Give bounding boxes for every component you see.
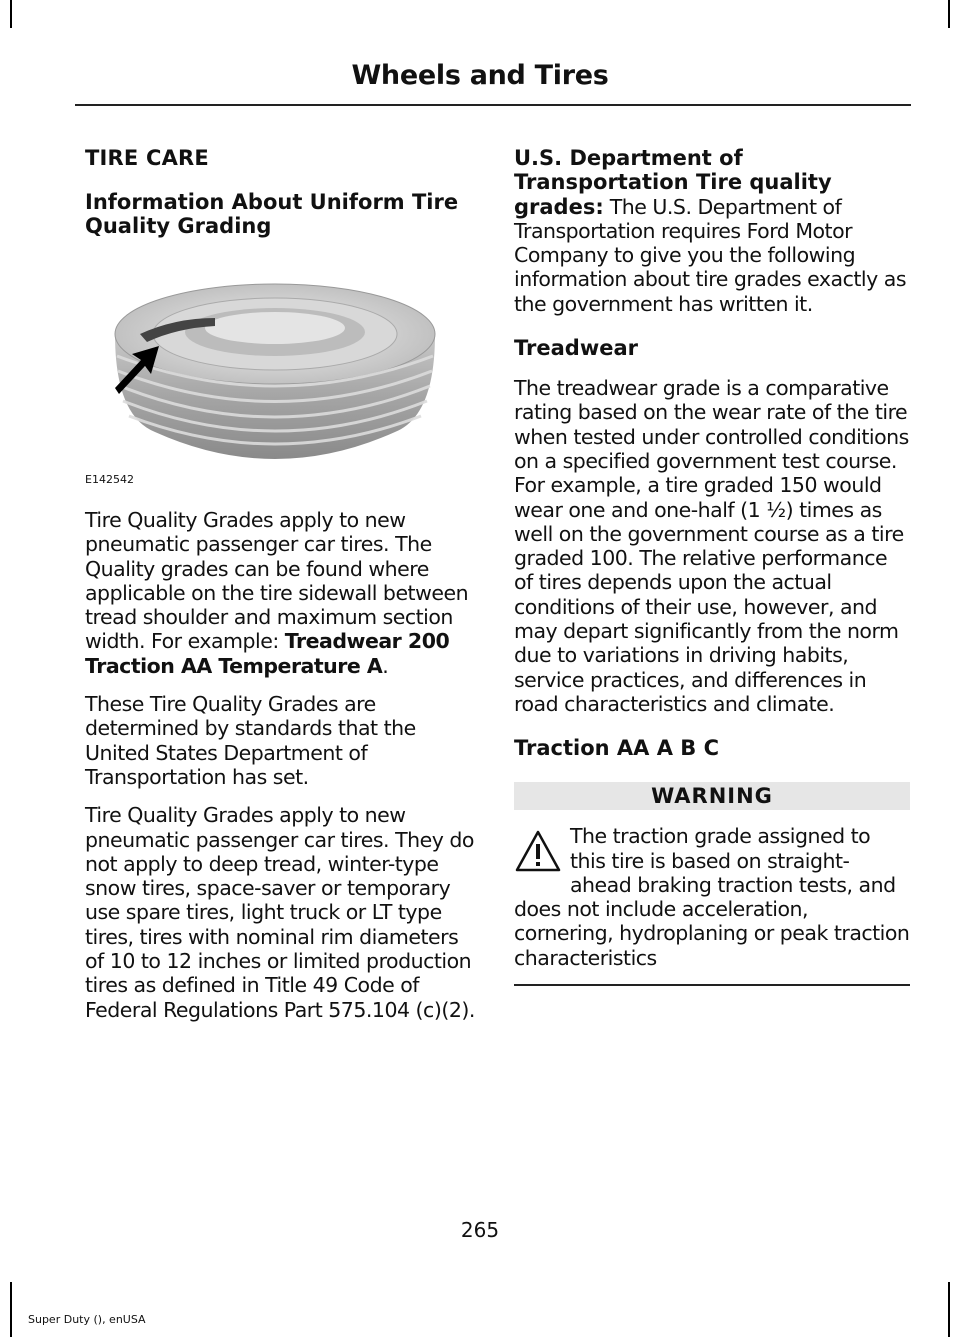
section-title: TIRE CARE xyxy=(85,146,209,170)
paragraph xyxy=(85,508,480,678)
paragraph xyxy=(514,146,910,316)
warning-triangle-icon xyxy=(514,828,562,876)
paragraph: The treadwear grade is a comparative rating based on the wear rate of the tire when tested under controlled conditions on a specified government test course. For example, a tire graded 150 would wear one and one-half (1 ½) times as well on the government course as a tire graded 100. The relative performance of tires depends upon the actual conditions of their use, however, and may depart significantly from the norm due to variations in driving habits, service practices, and differences in road characteristics and climate. xyxy=(514,376,909,716)
warning-body xyxy=(514,824,910,970)
paragraph-text: Tire Quality Grades apply to new pneumatic passenger car tires. The Quality grades can be found where applicable on the tire sidewall between tread shoulder and maximum section width. For example: xyxy=(85,508,469,654)
crop-mark xyxy=(10,0,12,28)
warning-text: The traction grade assigned to this tire is based on straight-ahead braking traction tests, and does not include acceleration, cornering, hydroplaning or peak traction characteristics xyxy=(514,824,910,970)
tire-illustration xyxy=(85,256,480,486)
warning-banner: WARNING xyxy=(514,782,910,810)
page-number: 265 xyxy=(460,1218,500,1242)
paragraph: These Tire Quality Grades are determined by standards that the United States Department of Transportation has set. xyxy=(85,692,416,789)
header-divider xyxy=(75,104,911,106)
tire-figure xyxy=(85,256,480,486)
traction-heading: Traction AA A B C xyxy=(514,736,720,761)
paragraph: Tire Quality Grades apply to new pneumatic passenger car tires. They do not apply to deep tread, winter-type snow tires, space-saver or temporary use spare tires, light truck or LT type tires, tires with nominal rim diameters of 10 to 12 inches or limited production tires as defined in Title 49 Code of Federal Regulations Part 575.104 (c)(2). xyxy=(85,803,475,1022)
figure-id: E142542 xyxy=(85,473,134,486)
crop-mark xyxy=(948,0,950,28)
page-header-title: Wheels and Tires xyxy=(351,60,609,91)
example-grades: Treadwear 200 Traction AA Temperature A xyxy=(85,629,450,678)
warning-divider xyxy=(514,984,910,986)
crop-mark xyxy=(10,1282,12,1337)
paragraph-end: . xyxy=(382,653,389,678)
crop-mark xyxy=(948,1282,950,1337)
right-column xyxy=(514,146,910,986)
dot-heading: U.S. Department of Transportation Tire quality grades: xyxy=(514,146,832,219)
footer-doc-info: Super Duty (), enUSA xyxy=(28,1313,146,1326)
treadwear-heading: Treadwear xyxy=(514,336,638,361)
left-column xyxy=(85,146,480,1036)
subsection-title: Information About Uniform Tire Quality Grading xyxy=(85,190,459,238)
paragraph-text: The U.S. Department of Transportation requires Ford Motor Company to give you the following information about tire grades exactly as the government has written it. xyxy=(514,194,907,316)
